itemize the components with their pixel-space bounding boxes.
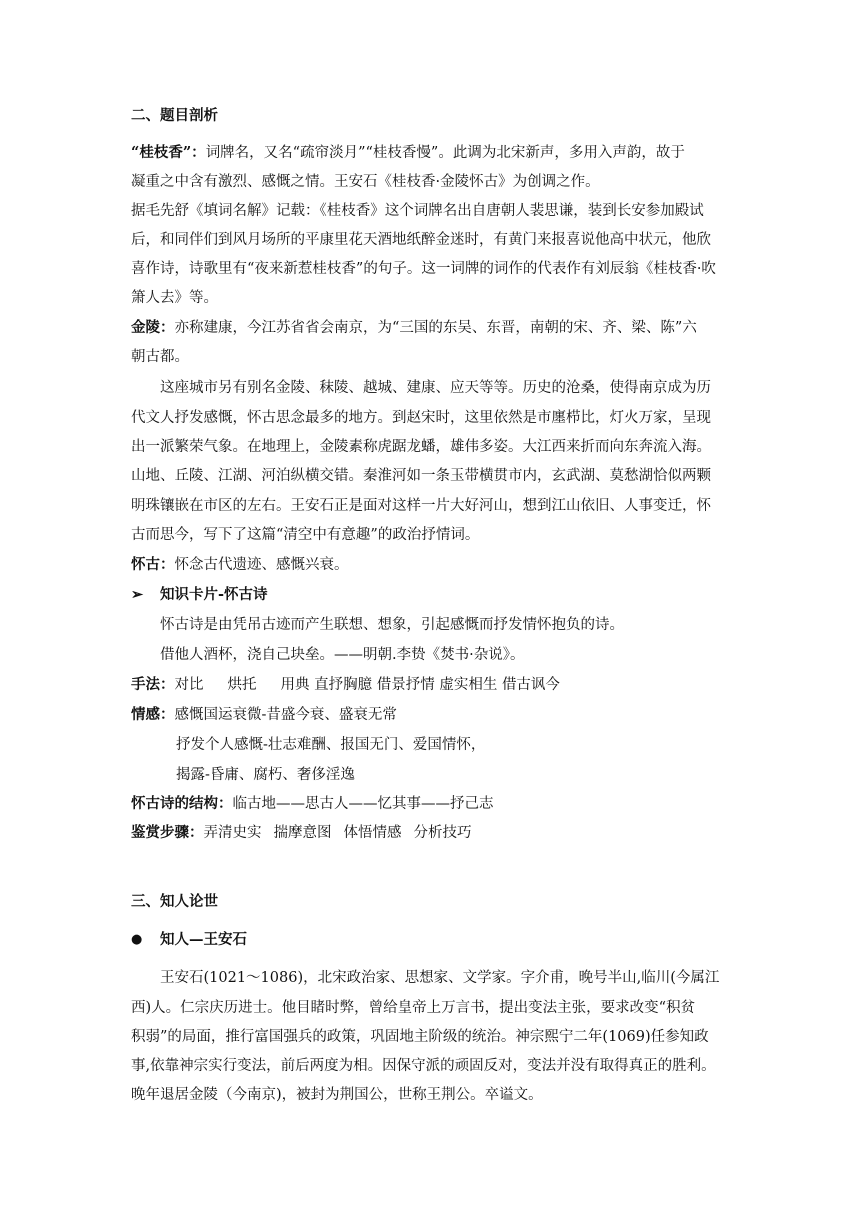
paragraph-text: 后，和同伴们到风月场所的平康里花天酒地纸醉金迷时，有黄门来报喜说他高中状元，他欣 [131, 232, 711, 248]
term-label: “桂枝香”： [131, 144, 206, 161]
paragraph-emotion [131, 705, 397, 725]
paragraph-text: 据毛先舒《填词名解》记载：《桂枝香》这个词牌名出自唐朝人裴思谦，装到长安参加殿试 [131, 203, 704, 219]
paragraph-text: 朝古都。 [131, 349, 189, 365]
paragraph-text: 亦称建康，今江苏省省会南京，为“三国的东吴、东晋，南朝的宋、齐、梁、陈”六 [174, 320, 697, 336]
paragraph-guizhixiang [131, 143, 685, 163]
paragraph-text: 明珠镶嵌在市区的左右。王安石正是面对这样一片大好河山，想到江山依旧、人事变迁，怀 [131, 498, 711, 514]
paragraph-text: 古而思今，写下了这篇“清空中有意趣”的政治抒情词。 [131, 527, 480, 543]
paragraph-text: 揭露-昏庸、腐朽、奢侈淫逸 [176, 767, 355, 783]
paragraph-jinling [131, 318, 697, 338]
card-title: 知识卡片-怀古诗 [160, 586, 268, 603]
paragraph-text: 怀念古代遗迹、感慨兴衰。 [174, 557, 349, 573]
paragraph-text: 山地、丘陵、江湖、河泊纵横交错。秦淮河如一条玉带横贯市内，玄武湖、莫愁湖恰似两颗 [131, 468, 711, 484]
paragraph-methods [131, 675, 560, 695]
paragraph-text: 王安石(1021～1086)，北宋政治家、思想家、文学家。字介甫，晚号半山,临川(今属江 [160, 970, 720, 986]
paragraph-text: 抒发个人感慨-壮志难酬、报国无门、爱国情怀， [176, 737, 486, 753]
method-item: 烘托 [227, 677, 257, 693]
method-item: 借景抒情 [376, 677, 435, 693]
paragraph-steps [131, 823, 472, 843]
paragraph-text: 出一派繁荣气象。在地理上，金陵素称虎踞龙蟠，雄伟多姿。大江西来折而向东奔流入海。 [131, 439, 711, 455]
arrow-bullet-icon: ➢ [131, 586, 144, 603]
term-label: 怀古： [131, 556, 175, 573]
paragraph-text: 晚年退居金陵（今南京)，被封为荆国公，世称王荆公。卒谥文。 [131, 1087, 543, 1103]
paragraph-text: 词牌名，又名“疏帘淡月”“桂枝香慢”。此调为北宋新声，多用入声韵，故于 [205, 145, 685, 161]
step-item: 揣摩意图 [273, 825, 332, 841]
subheading: 知人—王安石 [160, 931, 247, 948]
paragraph-text: 积弱”的局面，推行富国强兵的政策，巩固地主阶级的统治。神宗熙宁二年(1069)任参知政 [131, 1029, 709, 1045]
term-label: 金陵： [131, 319, 175, 336]
section-heading: 二、题目剖析 [131, 107, 218, 124]
method-item: 直抒胸臆 [314, 677, 373, 693]
term-label: 情感： [131, 706, 175, 723]
paragraph-structure [131, 794, 494, 814]
term-label: 怀古诗的结构： [131, 795, 233, 812]
method-item: 借古讽今 [501, 677, 560, 693]
term-label: 手法： [131, 676, 175, 693]
method-item: 对比 [174, 677, 204, 693]
paragraph-text: 借他人酒杯，浇自己块垒。——明朝.李贽《焚书·杂说》。 [160, 647, 525, 663]
paragraph-text: 代文人抒发感慨，怀古思念最多的地方。到赵宋时，这里依然是市廛栉比，灯火万家，呈现 [131, 410, 711, 426]
paragraph-text: 事,依靠神宗实行变法，前后两度为相。因保守派的顽固反对，变法并没有取得真正的胜利。 [131, 1058, 716, 1074]
paragraph-text: 感慨国运衰微-昔盛今衰、盛衰无常 [174, 707, 397, 723]
step-item: 体悟情感 [343, 825, 402, 841]
paragraph-text: 这座城市另有别名金陵、秣陵、越城、建康、应天等等。历史的沧桑，使得南京成为历 [160, 380, 711, 396]
paragraph-text: 西)人。仁宗庆历进士。他目睹时弊，曾给皇帝上万言书，提出变法主张，要求改变“积贫 [131, 1000, 696, 1016]
paragraph-text: 喜作诗，诗歌里有“夜来新惹桂枝香”的句子。这一词牌的词作的代表作有刘辰翁《桂枝香·吹 [131, 261, 716, 277]
paragraph-text: 箫人去》等。 [131, 290, 218, 306]
paragraph-text: 怀古诗是由凭吊古迹而产生联想、想象，引起感慨而抒发情怀抱负的诗。 [160, 617, 624, 633]
paragraph-text: 凝重之中含有激烈、感慨之情。王安石《桂枝香·金陵怀古》为创调之作。 [131, 174, 600, 190]
paragraph-text: 临古地——思古人——忆其事——抒己志 [232, 796, 494, 812]
step-item: 分析技巧 [413, 825, 472, 841]
method-item: 虚实相生 [439, 677, 498, 693]
dot-bullet-icon: ● [131, 932, 143, 947]
step-item: 弄清史实 [203, 825, 262, 841]
term-label: 鉴赏步骤： [131, 824, 204, 841]
paragraph-huaigu [131, 555, 349, 575]
section-heading: 三、知人论世 [131, 893, 218, 910]
method-item: 用典 [280, 677, 310, 693]
